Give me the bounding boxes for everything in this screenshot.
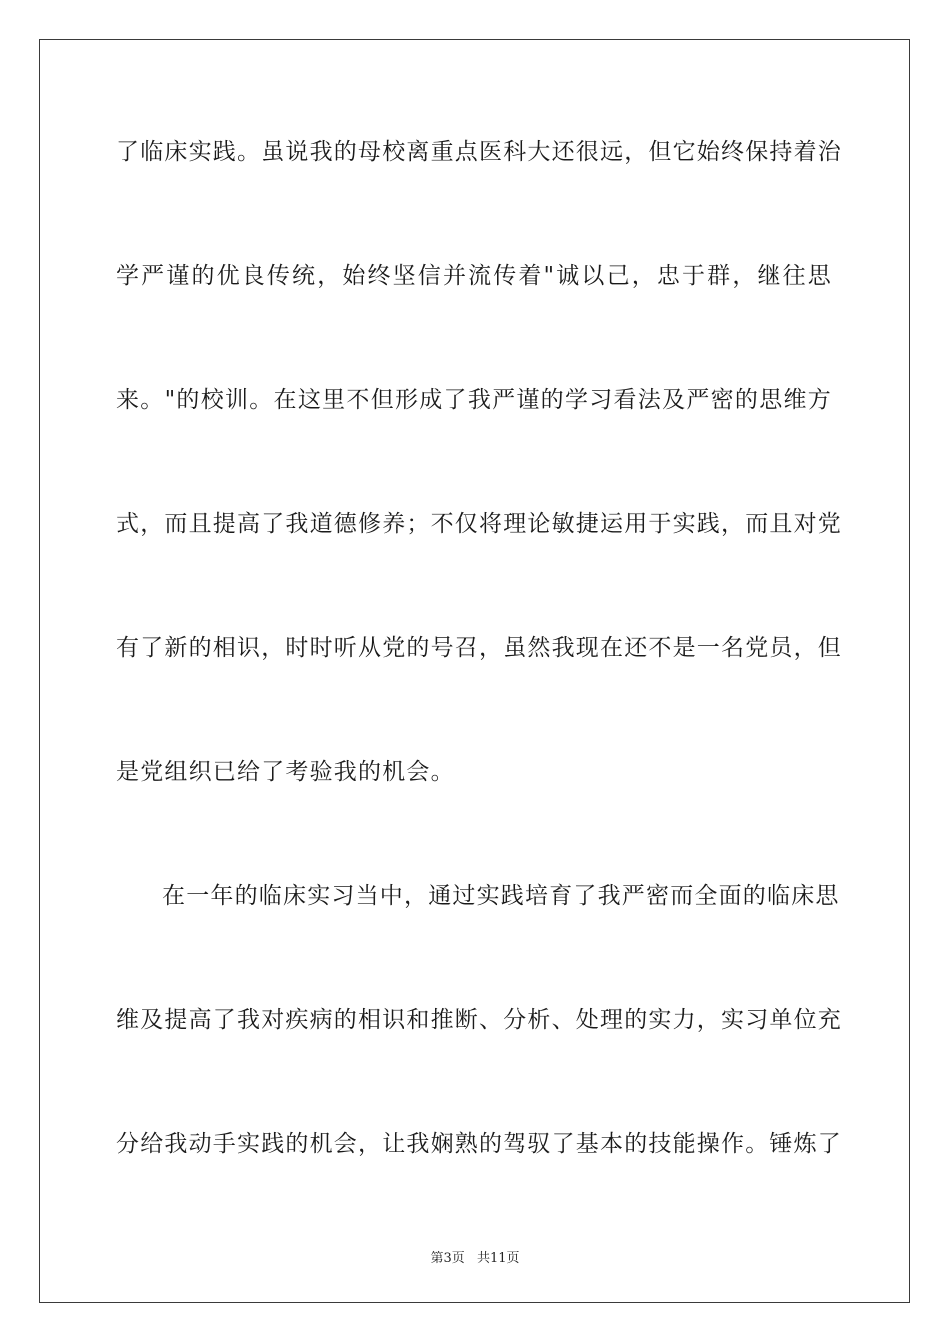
- page-total: 共11页: [476, 1251, 520, 1266]
- text-line: 学严谨的优良传统，始终坚信并流传着"诚以己，忠于群，继往思: [116, 263, 832, 289]
- page-footer: [0, 1247, 950, 1266]
- text-line: 在一年的临床实习当中，通过实践培育了我严密而全面的临床思: [162, 883, 840, 909]
- text-line: 了临床实践。虽说我的母校离重点医科大还很远，但它始终保持着治: [116, 139, 842, 165]
- text-line: 维及提高了我对疾病的相识和推断、分析、处理的实力，实习单位充: [116, 1007, 842, 1033]
- text-line: 有了新的相识，时时听从党的号召，虽然我现在还不是一名党员，但: [116, 635, 842, 661]
- page-number: 第3页: [430, 1251, 465, 1266]
- text-line: 分给我动手实践的机会，让我娴熟的驾驭了基本的技能操作。锤炼了: [116, 1131, 842, 1157]
- text-line: 来。"的校训。在这里不但形成了我严谨的学习看法及严密的思维方: [116, 387, 832, 413]
- text-line: 是党组织已给了考验我的机会。: [116, 759, 455, 785]
- text-line: 式，而且提高了我道德修养；不仅将理论敏捷运用于实践，而且对党: [116, 511, 842, 537]
- page-border: [39, 39, 910, 1303]
